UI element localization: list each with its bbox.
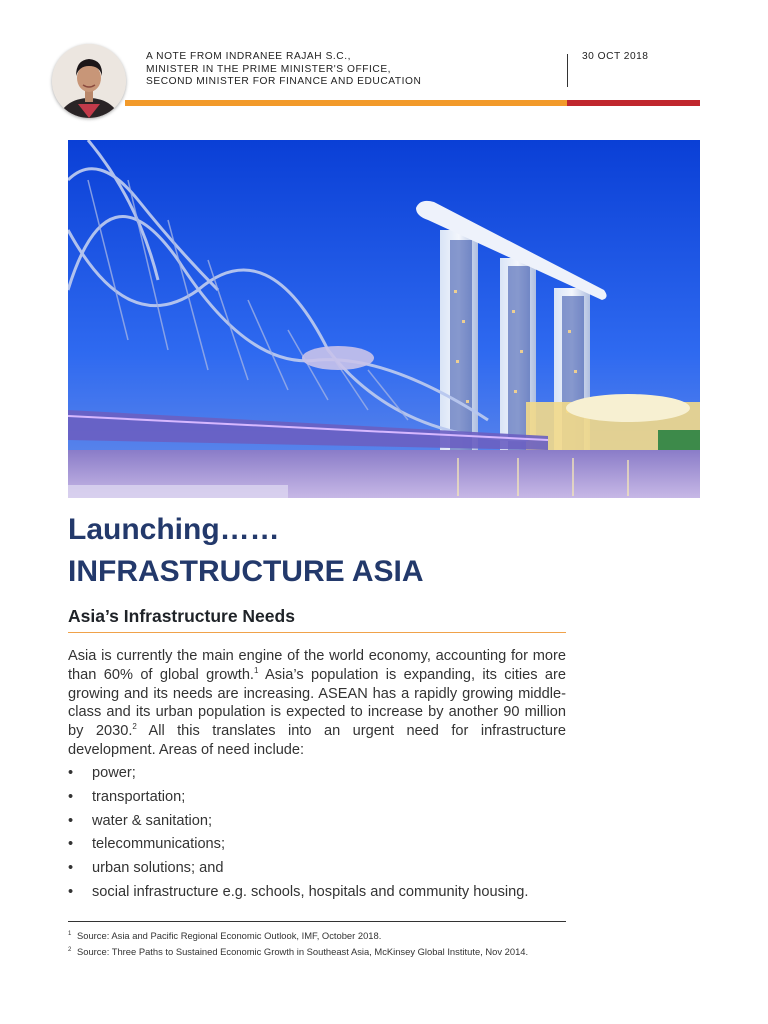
footnote-rule: [68, 921, 566, 922]
footnotes: [68, 930, 566, 961]
footnote-ref-2: 2: [132, 722, 137, 732]
needs-list: [68, 764, 588, 907]
title-line-infrastructure-asia: INFRASTRUCTURE ASIA: [68, 555, 424, 588]
footnote-text: Source: Asia and Pacific Regional Economic Outlook, IMF, October 2018.: [77, 930, 382, 941]
document-header: [0, 0, 768, 130]
paragraph-text-1: Asia is currently the main engine of the world economy, accounting for more than 60% of global growth.: [68, 648, 566, 683]
document-date: 30 OCT 2018: [582, 51, 649, 62]
intro-paragraph: [68, 647, 566, 760]
footnote-1: [68, 930, 566, 942]
footnote-text: Source: Three Paths to Sustained Economic Growth in Southeast Asia, McKinsey Global Institute, Nov 2014.: [77, 945, 529, 957]
header-divider: [567, 54, 568, 87]
list-item: • water & sanitation;: [68, 812, 588, 836]
paragraph-text-3: All this translates into an urgent need for infrastructure development. Areas of need include:: [68, 723, 566, 758]
portrait-image: [52, 44, 126, 118]
list-item: • social infrastructure e.g. schools, hospitals and community housing.: [68, 883, 588, 907]
author-portrait: [52, 44, 126, 118]
list-item: • power;: [68, 764, 588, 788]
footnote-number: 2: [68, 946, 72, 953]
author-block: [146, 51, 421, 89]
paragraph-text-2: Asia’s population is expanding, its cities are growing and its needs are increasing. ASEAN has a rapidly growing middle-class and its urban population is expected to increase by another 90 million by 2030.: [68, 666, 566, 740]
hero-image: [68, 140, 700, 498]
section-heading: Asia’s Infrastructure Needs: [68, 606, 295, 626]
header-rule-red: [567, 100, 700, 106]
footnote-2: [68, 946, 566, 958]
title-line-launching: Launching……: [68, 513, 280, 546]
author-line-3: SECOND MINISTER FOR FINANCE AND EDUCATION: [146, 76, 422, 88]
list-item: • telecommunications;: [68, 835, 588, 859]
footnote-number: 1: [68, 931, 72, 937]
section-heading-rule: [68, 632, 566, 633]
skyline-illustration: [68, 140, 700, 498]
list-item: • urban solutions; and: [68, 859, 588, 883]
footnote-ref-1: 1: [254, 665, 259, 675]
author-line-1: A NOTE FROM INDRANEE RAJAH S.C.,: [146, 51, 351, 62]
list-item: • transportation;: [68, 788, 588, 812]
author-line-2: MINISTER IN THE PRIME MINISTER'S OFFICE,: [146, 63, 392, 75]
header-rule-orange: [125, 100, 567, 106]
